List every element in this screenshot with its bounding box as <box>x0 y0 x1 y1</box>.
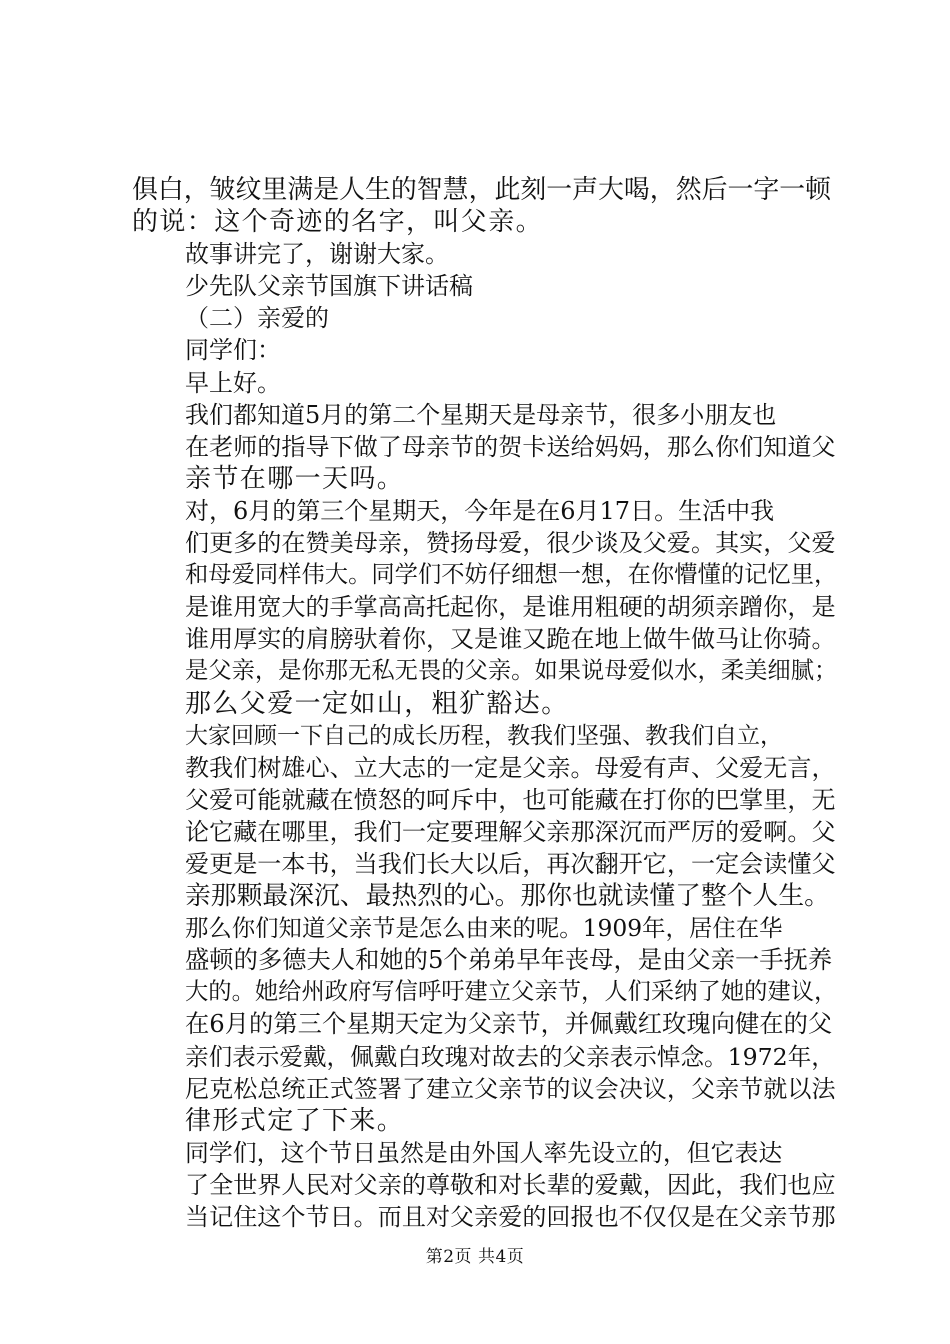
text-line: 是父亲，是你那无私无畏的父亲。如果说母爱似水，柔美细腻； <box>185 657 838 685</box>
text-line: 在6月的第三个星期天定为父亲节，并佩戴红玫瑰向健在的父 <box>185 1009 833 1039</box>
text-line: 少先队父亲节国旗下讲话稿 <box>185 272 473 301</box>
text-line: 父爱可能就藏在愤怒的呵斥中，也可能藏在打你的巴掌里，无 <box>185 785 836 814</box>
paragraph <box>132 367 832 399</box>
text-line: 的说：这个奇迹的名字，叫父亲。 <box>132 207 544 238</box>
paragraph <box>132 912 838 1137</box>
text-line: 亲们表示爱戴，佩戴白玫瑰对故去的父亲表示悼念。1972年， <box>185 1042 835 1071</box>
text-line: 是谁用宽大的手掌高高托起你，是谁用粗硬的胡须亲蹭你，是 <box>185 593 836 622</box>
text-line: 谁用厚实的肩膀驮着你，又是谁又跪在地上做牛做马让你骑。 <box>185 625 836 654</box>
paragraph <box>132 399 836 495</box>
text-line: 俱白，皱纹里满是人生的智慧，此刻一声大喝，然后一字一顿 <box>132 175 832 205</box>
text-line: 在老师的指导下做了母亲节的贺卡送给妈妈，那么你们知道父 <box>185 432 836 461</box>
paragraph <box>132 1137 836 1233</box>
text-line: 们更多的在赞美母亲，赞扬母爱，很少谈及父爱。其实，父爱 <box>185 529 836 558</box>
text-line: （二）亲爱的 <box>185 304 329 333</box>
text-line: 教我们树雄心、立大志的一定是父亲。母爱有声、父爱无言， <box>185 753 836 782</box>
text-line: 早上好。 <box>185 368 281 397</box>
paragraph <box>132 720 836 913</box>
text-line: 论它藏在哪里，我们一定要理解父亲那深沉而严厉的爱啊。父 <box>185 817 836 846</box>
text-line: 对，6月的第三个星期天，今年是在6月17日。生活中我 <box>185 496 775 525</box>
text-line: 我们都知道5月的第二个星期天是母亲节，很多小朋友也 <box>185 400 777 429</box>
text-line: 和母爱同样伟大。同学们不妨仔细想一想，在你懵懂的记忆里， <box>185 561 838 589</box>
text-line: 爱更是一本书，当我们长大以后，再次翻开它，一定会读懂父 <box>185 849 836 878</box>
text-line: 当记住这个节日。而且对父亲爱的回报也不仅仅是在父亲节那 <box>185 1203 836 1231</box>
paragraph <box>132 334 832 366</box>
page-footer: 第2页 共4页 <box>425 1247 525 1267</box>
text-line: 同学们： <box>185 336 281 365</box>
text-line: 盛顿的多德夫人和她的5个弟弟早年丧母，是由父亲一手抚养 <box>185 945 833 975</box>
text-line: 故事讲完了，谢谢大家。 <box>185 240 449 269</box>
text-line: 了全世界人民对父亲的尊敬和对长辈的爱戴，因此，我们也应 <box>185 1170 836 1199</box>
paragraph <box>132 270 832 302</box>
paragraph <box>132 495 838 720</box>
text-line: 同学们，这个节日虽然是由外国人率先设立的，但它表达 <box>185 1138 783 1167</box>
text-line: 亲那颗最深沉、最热烈的心。那你也就读懂了整个人生。 <box>185 881 830 912</box>
paragraph <box>132 302 832 334</box>
text-line: 律形式定了下来。 <box>185 1105 405 1136</box>
text-line: 那么父爱一定如山，粗犷豁达。 <box>185 688 569 719</box>
text-line: 亲节在哪一天吗。 <box>185 463 405 494</box>
text-line: 大家回顾一下自己的成长历程，教我们坚强、教我们自立， <box>185 722 783 749</box>
text-line: 那么你们知道父亲节是怎么由来的呢。1909年，居住在华 <box>185 914 783 943</box>
text-line: 大的。她给州政府写信呼吁建立父亲节，人们采纳了她的建议， <box>185 978 838 1006</box>
text-line: 尼克松总统正式签署了建立父亲节的议会决议，父亲节就以法 <box>185 1074 836 1103</box>
document-body <box>132 174 838 1233</box>
paragraph <box>132 238 832 270</box>
paragraph <box>132 174 832 238</box>
